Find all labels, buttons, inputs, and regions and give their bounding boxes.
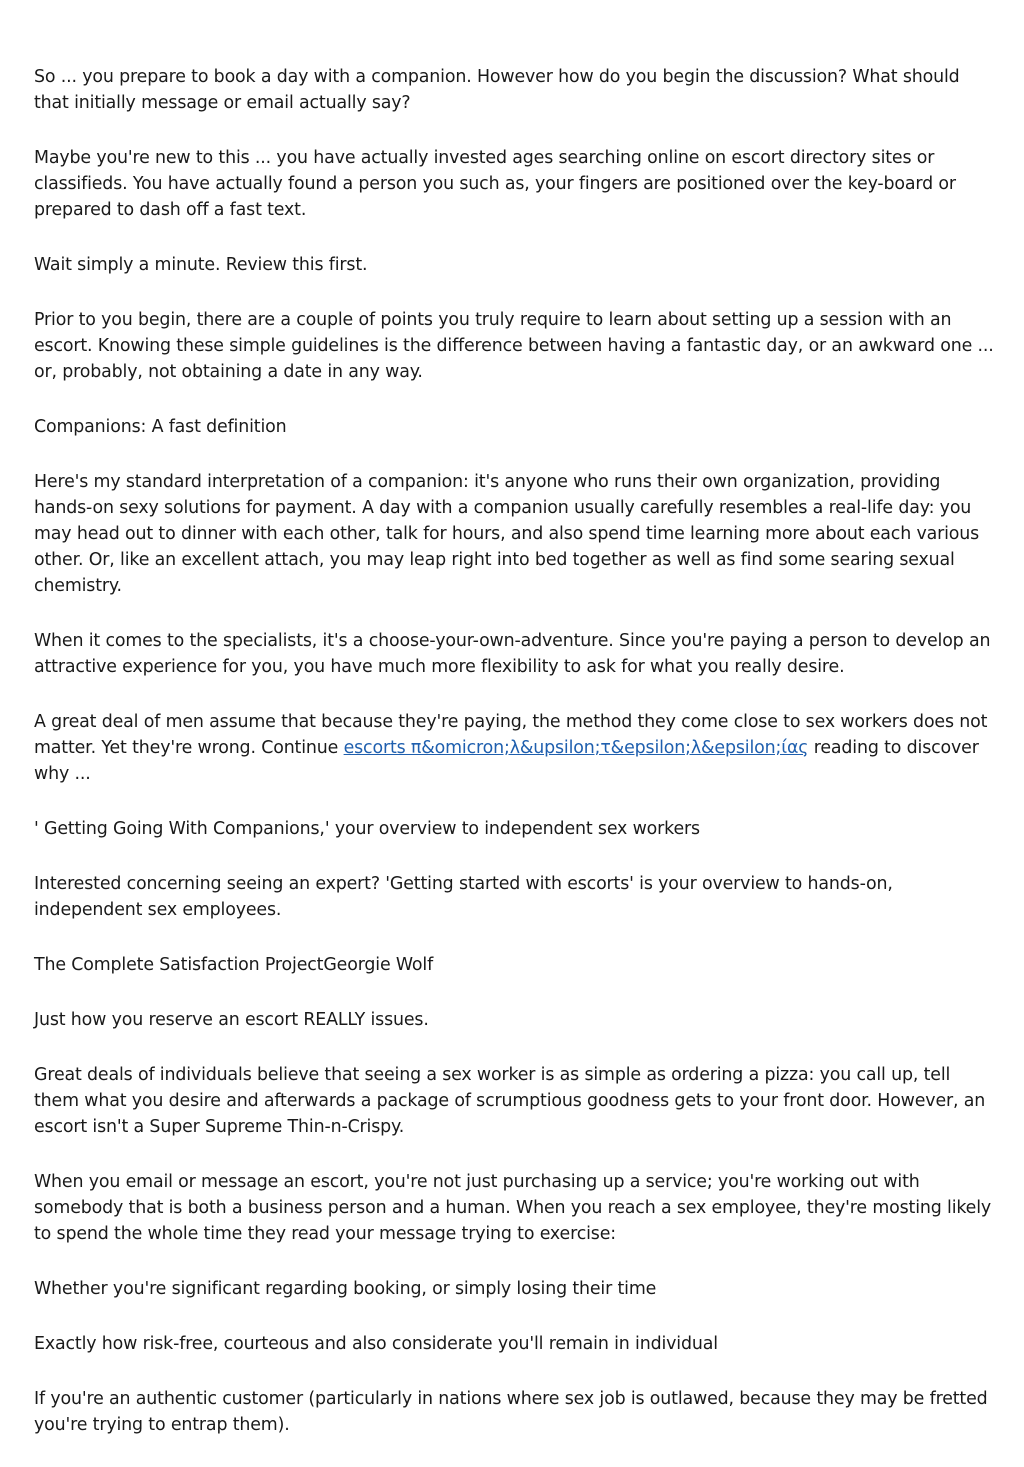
paragraph-definition: Here's my standard interpretation of a companion: it's anyone who runs their own organization, providing hands-on sexy solutions for payment. A day with a companion usually carefully resembles a real-life day: you may head out to dinner with each other, talk for hours, and also spend time learning more about each various other. Or, like an excellent attach, you may leap right into bed together as well as find some searing sexual chemistry.	[34, 472, 980, 596]
paragraph-project: The Complete Satisfaction ProjectGeorgie Wolf	[34, 955, 434, 975]
paragraph-specialists: When it comes to the specialists, it's a choose-your-own-adventure. Since you're paying a person to develop an attractive experience for you, you have much more flexibility to ask for what you really desire.	[34, 631, 991, 677]
paragraph-exactly-how: Exactly how risk-free, courteous and also considerate you'll remain in individual	[34, 1334, 718, 1354]
paragraph-prior: Prior to you begin, there are a couple of points you truly require to learn about setting up a session with an escort. Knowing these simple guidelines is the difference between having a fantastic day, or an awkward one ... or, probably, not obtaining a date in any way.	[34, 310, 994, 382]
paragraph-interested: Interested concerning seeing an expert? 'Getting started with escorts' is your overview to hands-on, independent sex employees.	[34, 874, 893, 920]
document-body	[34, 64, 994, 1467]
paragraph-text-after-link: reading to discover why ...	[34, 738, 979, 784]
paragraph-with-link	[34, 709, 994, 787]
section-heading-definition: Companions: A fast definition	[34, 417, 287, 437]
paragraph-pizza: Great deals of individuals believe that seeing a sex worker is as simple as ordering a pizza: you call up, tell them what you desire and afterwards a package of scrumptious goodness gets to your front door. However, an escort isn't a Super Supreme Thin-n-Crispy.	[34, 1065, 986, 1137]
paragraph-authentic: If you're an authentic customer (particularly in nations where sex job is outlawed, because they may be fretted you're trying to entrap them).	[34, 1389, 988, 1435]
paragraph-getting-going: ' Getting Going With Companions,' your overview to independent sex workers	[34, 819, 700, 839]
paragraph-new-to-this: Maybe you're new to this ... you have actually invested ages searching online on escort directory sites or classifieds. You have actually found a person you such as, your fingers are positioned over the key-board or prepared to dash off a fast text.	[34, 148, 956, 220]
paragraph-email-message: When you email or message an escort, you're not just purchasing up a service; you're working out with somebody that is both a business person and a human. When you reach a sex employee, they're mosting likely to spend the whole time they read your message trying to exercise:	[34, 1172, 992, 1244]
paragraph-whether: Whether you're significant regarding booking, or simply losing their time	[34, 1279, 657, 1299]
paragraph-text-before-link: A great deal of men assume that because they're paying, the method they come close to sex workers does not matter. Yet they're wrong. Continue	[34, 712, 988, 758]
escorts-link[interactable]: escorts π&omicron;λ&upsilon;τ&epsilon;λ&epsilon;ίας	[343, 738, 809, 758]
paragraph-wait: Wait simply a minute. Review this first.	[34, 255, 368, 275]
paragraph-intro: So ... you prepare to book a day with a companion. However how do you begin the discussion? What should that initially message or email actually say?	[34, 67, 960, 113]
paragraph-really-issues: Just how you reserve an escort REALLY issues.	[34, 1010, 429, 1030]
